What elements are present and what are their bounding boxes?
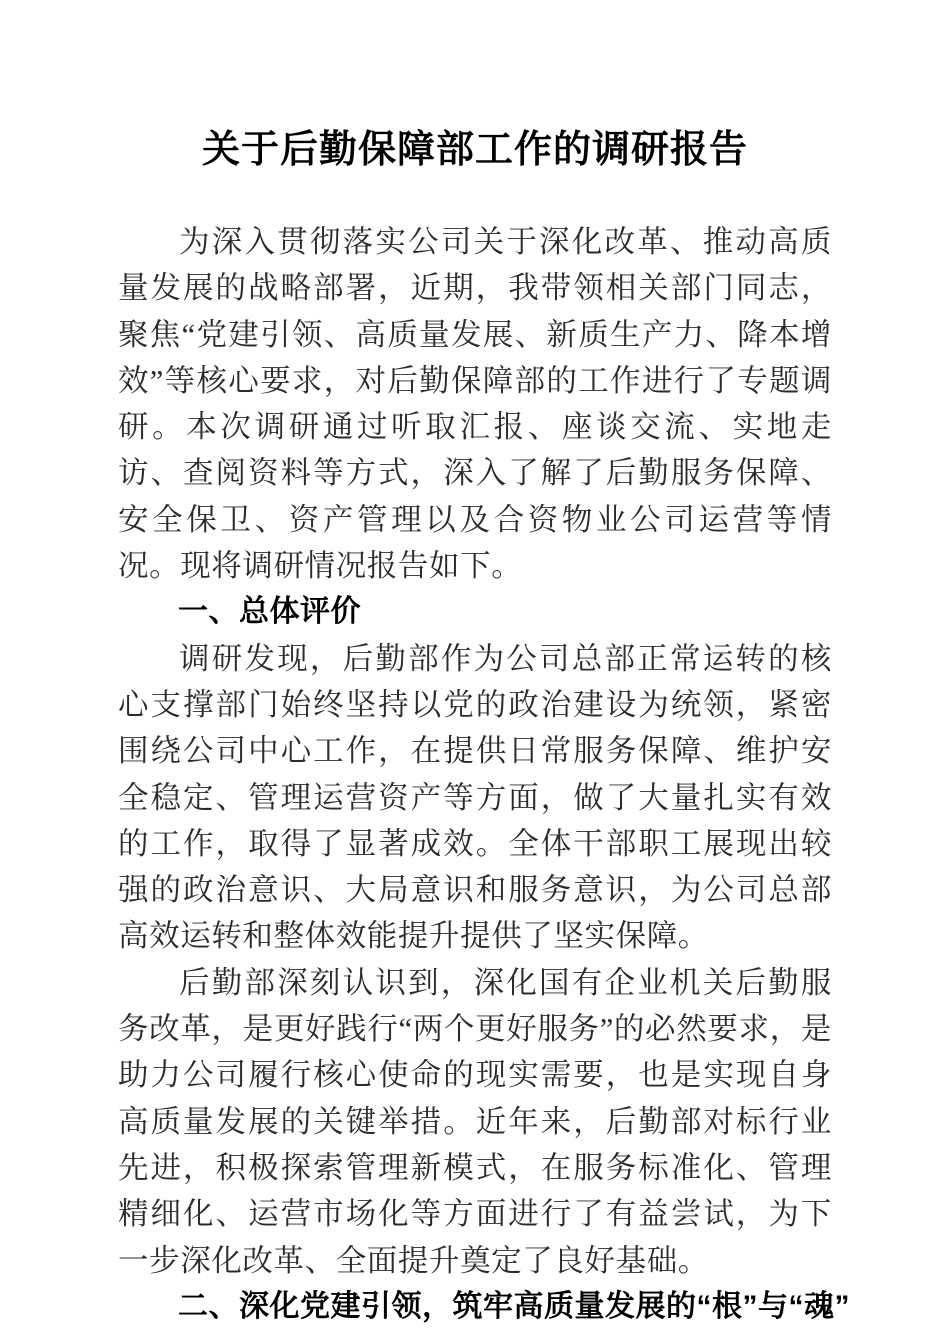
document-body — [118, 219, 850, 1330]
page-title: 关于后勤保障部工作的调研报告 — [201, 129, 748, 171]
title-body-spacer — [118, 172, 832, 219]
paragraph-overall-evaluation-1: 调研发现，后勤部作为公司总部正常运转的核心支撑部门始终坚持以党的政治建设为统领，紧密围绕公司中心工作，在提供日常服务保障、维护安全稳定、管理运营资产等方面，做了大量扎实有效的工作，取得了显著成效。全体干部职工展现出较强的政治意识、大局意识和服务意识，为公司总部高效运转和整体效能提升提供了坚实保障。 — [118, 641, 832, 954]
paragraph-overall-evaluation-2: 后勤部深刻认识到，深化国有企业机关后勤服务改革，是更好践行“两个更好服务”的必然要求，是助力公司履行核心使命的现实需要，也是实现自身高质量发展的关键举措。近年来，后勤部对标行业先进，积极探索管理新模式，在服务标准化、管理精细化、运营市场化等方面进行了有益尝试，为下一步深化改革、全面提升奠定了良好基础。 — [118, 965, 832, 1278]
paragraph-intro: 为深入贯彻落实公司关于深化改革、推动高质量发展的战略部署，近期，我带领相关部门同志，聚焦“党建引领、高质量发展、新质生产力、降本增效”等核心要求，对后勤保障部的工作进行了专题调研。本次调研通过听取汇报、座谈交流、实地走访、查阅资料等方式，深入了解了后勤服务保障、安全保卫、资产管理以及合资物业公司运营等情况。现将调研情况报告如下。 — [118, 225, 832, 584]
section-heading-two: 二、深化党建引领，筑牢高质量发展的“根”与“魂” — [178, 1289, 850, 1323]
section-heading-one: 一、总体评价 — [178, 595, 361, 629]
